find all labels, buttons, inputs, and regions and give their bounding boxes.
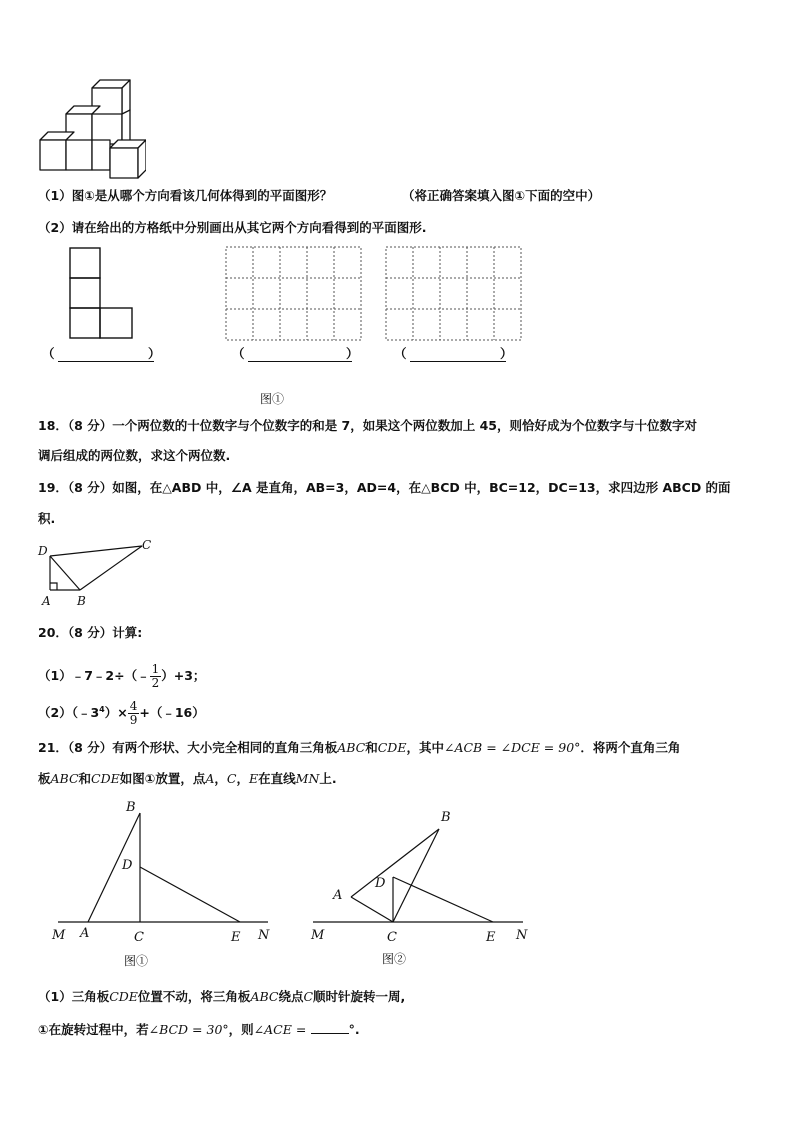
cube-stack-figure xyxy=(36,76,146,182)
fig2-label-b: B xyxy=(441,810,451,825)
fig1-label-e: E xyxy=(231,930,241,945)
q21-line1: 21．（8 分）有两个形状、大小完全相同的直角三角板ABC和CDE，其中∠ACB = ∠DCE = 90°．将两个直角三角 xyxy=(38,740,681,755)
fraction-four-ninths: $\frac{4}{9}$ xyxy=(129,699,138,728)
fig2-label-c: C xyxy=(387,930,397,945)
q21-figure-2 xyxy=(305,815,535,930)
q20-part2: $(2)(﹣3^4)\times$ $\frac{4}{9}$ +（﹣16） xyxy=(38,699,205,728)
q19-label-a: A xyxy=(42,594,51,608)
fig2-label-m: M xyxy=(311,928,325,943)
dotted-grid-2 xyxy=(385,246,523,342)
q17-sub1-hint: （将正确答案填入图①下面的空中） xyxy=(402,188,601,203)
q20-part1: （1）﹣7﹣2÷（﹣ $\frac{1}{2}$ ）+3； xyxy=(38,662,206,690)
fig2-label-d: D xyxy=(375,876,386,891)
fig1-label-n: N xyxy=(258,928,270,943)
answer-blank-angle-ace[interactable] xyxy=(311,1021,349,1034)
fig1-label-m: M xyxy=(52,928,66,943)
fig1-label-a: A xyxy=(80,926,90,941)
fraction-one-half: $\frac{1}{2}$ xyxy=(151,662,160,690)
q18-line2: 调后组成的两位数，求这个两位数. xyxy=(38,448,231,463)
fig1-label-b: B xyxy=(126,800,136,815)
dotted-grid-1 xyxy=(225,246,363,342)
q19-line2: 积. xyxy=(38,511,56,526)
answer-blank-2[interactable]: （ ） xyxy=(232,346,359,361)
answer-blank-3[interactable]: （ ） xyxy=(394,346,513,361)
fig2-label-e: E xyxy=(486,930,496,945)
q21-figure-1 xyxy=(50,805,280,930)
q20-title: 20．（8 分）计算: xyxy=(38,625,143,640)
fig2-label-n: N xyxy=(516,928,528,943)
q19-label-d: D xyxy=(38,544,48,558)
q18-line1: 18．（8 分）一个两位数的十位数字与个位数字的和是 7，如果这个两位数加上 45，则恰好成为个位数字与十位数字对 xyxy=(38,418,697,433)
q17-sub2: （2）请在给出的方格纸中分别画出从其它两个方向看得到的平面图形. xyxy=(38,220,427,235)
fig1-label-d: D xyxy=(122,858,133,873)
q19-line1: 19．（8 分）如图，在△ABD 中，∠A 是直角，AB=3，AD=4，在△BCD 中，BC=12，DC=13，求四边形 ABCD 的面 xyxy=(38,480,731,495)
q19-label-c: C xyxy=(142,538,152,552)
q19-label-b: B xyxy=(77,594,86,608)
fig1-caption: 图① xyxy=(124,954,149,968)
fig2-caption: 图② xyxy=(382,952,407,966)
front-view-figure xyxy=(68,246,134,340)
q17-sub1: （1）图①是从哪个方向看该几何体得到的平面图形？ xyxy=(38,188,333,203)
fig2-label-a: A xyxy=(333,888,343,903)
q21-line2: 板ABC和CDE如图①放置，点A，C，E在直线MN上. xyxy=(38,771,337,786)
q17-figure-label: 图① xyxy=(260,392,285,406)
q21-sub1-part1: ①在旋转过程中，若∠BCD = 30°，则∠ACE = °. xyxy=(38,1022,360,1037)
q21-sub1: （1）三角板CDE位置不动，将三角板ABC绕点C顺时针旋转一周, xyxy=(38,989,406,1004)
fig1-label-c: C xyxy=(134,930,144,945)
answer-blank-1[interactable]: （ ） xyxy=(42,346,161,361)
